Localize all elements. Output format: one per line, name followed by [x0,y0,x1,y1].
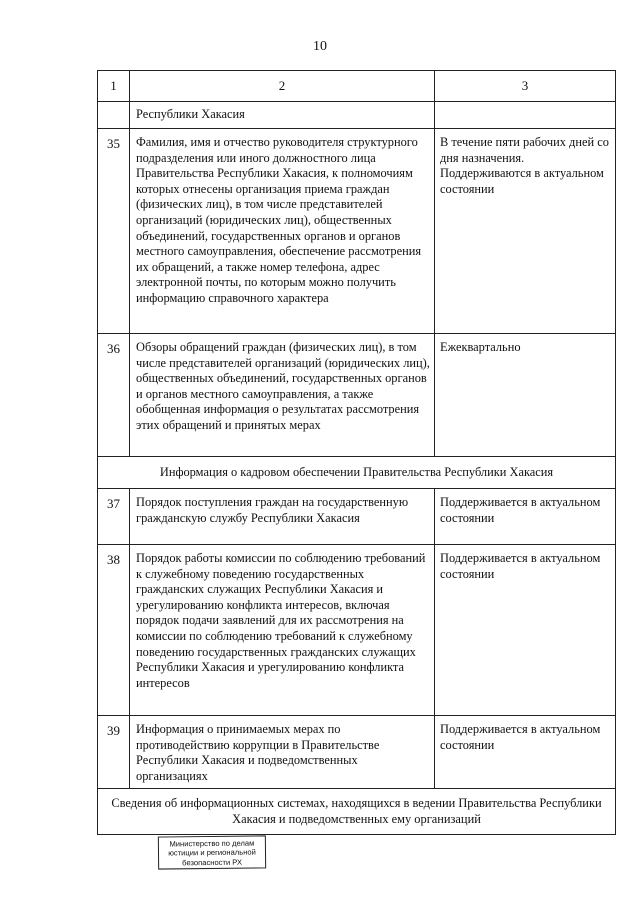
row-term: Поддерживается в актуальном состоянии [435,545,616,716]
row-term: Поддерживается в актуальном состоянии [435,489,616,545]
row-description: Порядок работы комиссии по соблюдению требований к служебному поведению государственных гражданских служащих Республики Хакасия и урегулированию конфликта интересов, включая порядок подачи заявлений для их рассмотрения на комиссии по соблюдению требований к служебному поведению государственных гражданских служащих Республики Хакасия и урегулированию конфликта интересов [130,545,435,716]
row-description: Информация о принимаемых мерах по противодействию коррупции в Правительстве Республики Хакасия и подведомственных организациях [130,716,435,789]
continuation-row [98,102,616,129]
row-description: Порядок поступления граждан на государственную гражданскую службу Республики Хакасия [130,489,435,545]
page-number: 10 [313,39,327,54]
table-row [98,489,616,545]
continuation-text: Республики Хакасия [130,102,435,129]
header-col-1: 1 [98,71,130,102]
header-col-2: 2 [130,71,435,102]
stamp-line: безопасности РХ [182,857,243,867]
table-row [98,716,616,789]
row-description: Фамилия, имя и отчество руководителя структурного подразделения или иного должностного лица Правительства Республики Хакасия, к полномочиям которых отнесены организация приема граждан (физических лиц), в том числе представителей организаций (юридических лиц), общественных объединений, государственных органов и органов местного самоуправления, обеспечение рассмотрения их обращений, а также номер телефона, адрес электронной почты, по которым можно получить информацию справочного характера [130,129,435,334]
row-term: Ежеквартально [435,334,616,457]
table-row [98,545,616,716]
section-heading-row [98,457,616,489]
row-number: 37 [98,489,130,545]
row-description: Обзоры обращений граждан (физических лиц), в том числе представителей организаций (юридических лиц), общественных объединений, государственных органов и органов местного самоуправления, а также обобщенная информация о результатах рассмотрения этих обращений и принятых мерах [130,334,435,457]
table-row [98,129,616,334]
section-heading-row [98,789,616,835]
row-number: 35 [98,129,130,334]
section-title: Информация о кадровом обеспечении Правительства Республики Хакасия [98,457,616,489]
empty-cell [435,102,616,129]
table-row [98,334,616,457]
final-section-title: Сведения об информационных системах, находящихся в ведении Правительства Республики Хакасия и подведомственных ему организаций [98,789,616,835]
stamp-line: юстиции и региональной [168,847,256,858]
stamp-line: Министерство по делам [169,838,255,849]
ministry-stamp [158,835,266,869]
empty-cell [98,102,130,129]
table-header-row [98,71,616,102]
row-term: Поддерживается в актуальном состоянии [435,716,616,789]
header-col-3: 3 [435,71,616,102]
row-term: В течение пяти рабочих дней со дня назначения. Поддерживаются в актуальном состоянии [435,129,616,334]
row-number: 39 [98,716,130,789]
row-number: 38 [98,545,130,716]
information-table [97,70,616,835]
row-number: 36 [98,334,130,457]
